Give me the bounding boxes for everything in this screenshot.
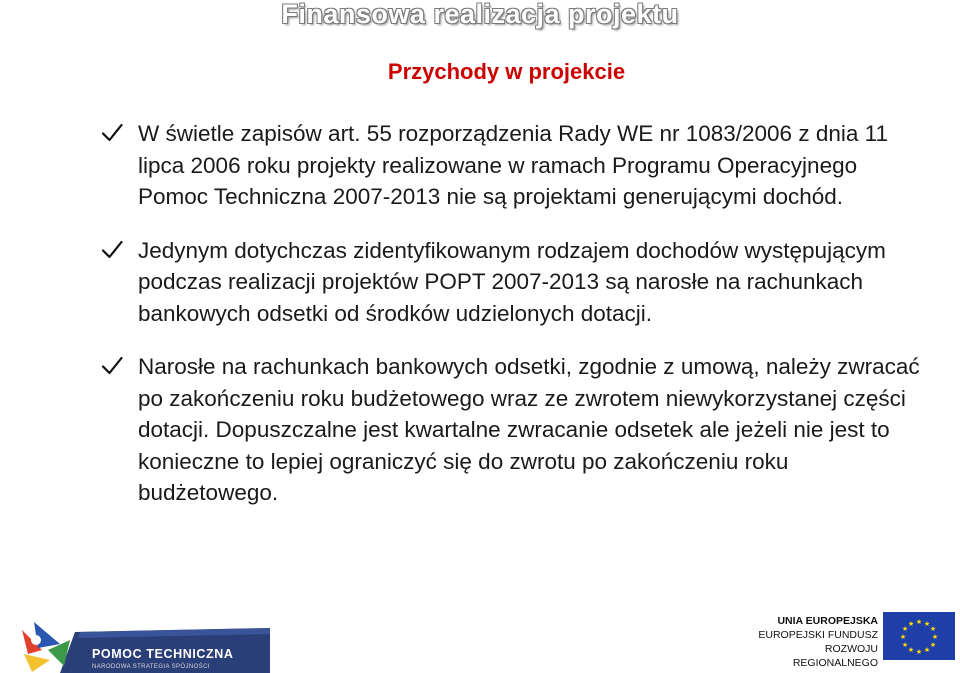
eu-flag-icon [883,612,955,660]
svg-text:★: ★ [907,646,915,654]
bullet-text: Jedynym dotychczas zidentyfikowanym rodzajem dochodów występującym podczas realizacji projektów POPT 2007-2013 są narosłe na rachunkach bankowych odsetki od środków udzielonych dotacji. [138,237,886,326]
eu-caption [748,614,878,670]
svg-text:★: ★ [923,646,931,654]
program-logo-tagline: NARODOWA STRATEGIA SPÓJNOŚCI [92,664,210,670]
svg-text:★: ★ [899,633,907,641]
eu-caption-line3: ROZWOJU REGIONALNEGO [792,643,878,669]
svg-text:★: ★ [929,641,937,649]
svg-text:★: ★ [923,620,931,628]
checkmark-icon [100,354,124,378]
bullet-item [100,118,920,213]
svg-text:★: ★ [931,633,939,641]
svg-text:★: ★ [915,648,923,656]
slide-subtitle: Przychody w projekcie [387,59,626,84]
svg-text:★: ★ [907,620,915,628]
bullet-item [100,351,920,509]
svg-text:★: ★ [929,625,937,633]
svg-text:★: ★ [901,625,909,633]
eu-caption-line1: UNIA EUROPEJSKA [777,615,878,627]
eu-caption-line2: EUROPEJSKI FUNDUSZ [758,629,878,641]
checkmark-icon [100,238,124,262]
slide-title: Finansowa realizacja projektu [281,0,679,29]
bullet-text: Narosłe na rachunkach bankowych odsetki, zgodnie z umową, należy zwracać po zakończeniu roku budżetowego wraz ze zwrotem niewykorzystanej części dotacji. Dopuszczalne jest kwartalne zwracanie odsetek ale jeżeli nie jest to konieczne to lepiej ograniczyć się do zwrotu po zakończeniu roku budżetowego. [138,354,920,505]
svg-text:★: ★ [915,618,923,626]
bullet-item [100,235,920,330]
pomoc-techniczna-logo [20,610,270,670]
bullet-list [100,118,920,531]
checkmark-icon [100,121,124,145]
svg-text:★: ★ [901,641,909,649]
bullet-text: W świetle zapisów art. 55 rozporządzenia Rady WE nr 1083/2006 z dnia 11 lipca 2006 roku projekty realizowane w ramach Programu Operacyjnego Pomoc Techniczna 2007-2013 nie są projektami generującymi dochód. [138,121,888,209]
program-logo-name: POMOC TECHNICZNA [92,647,234,661]
